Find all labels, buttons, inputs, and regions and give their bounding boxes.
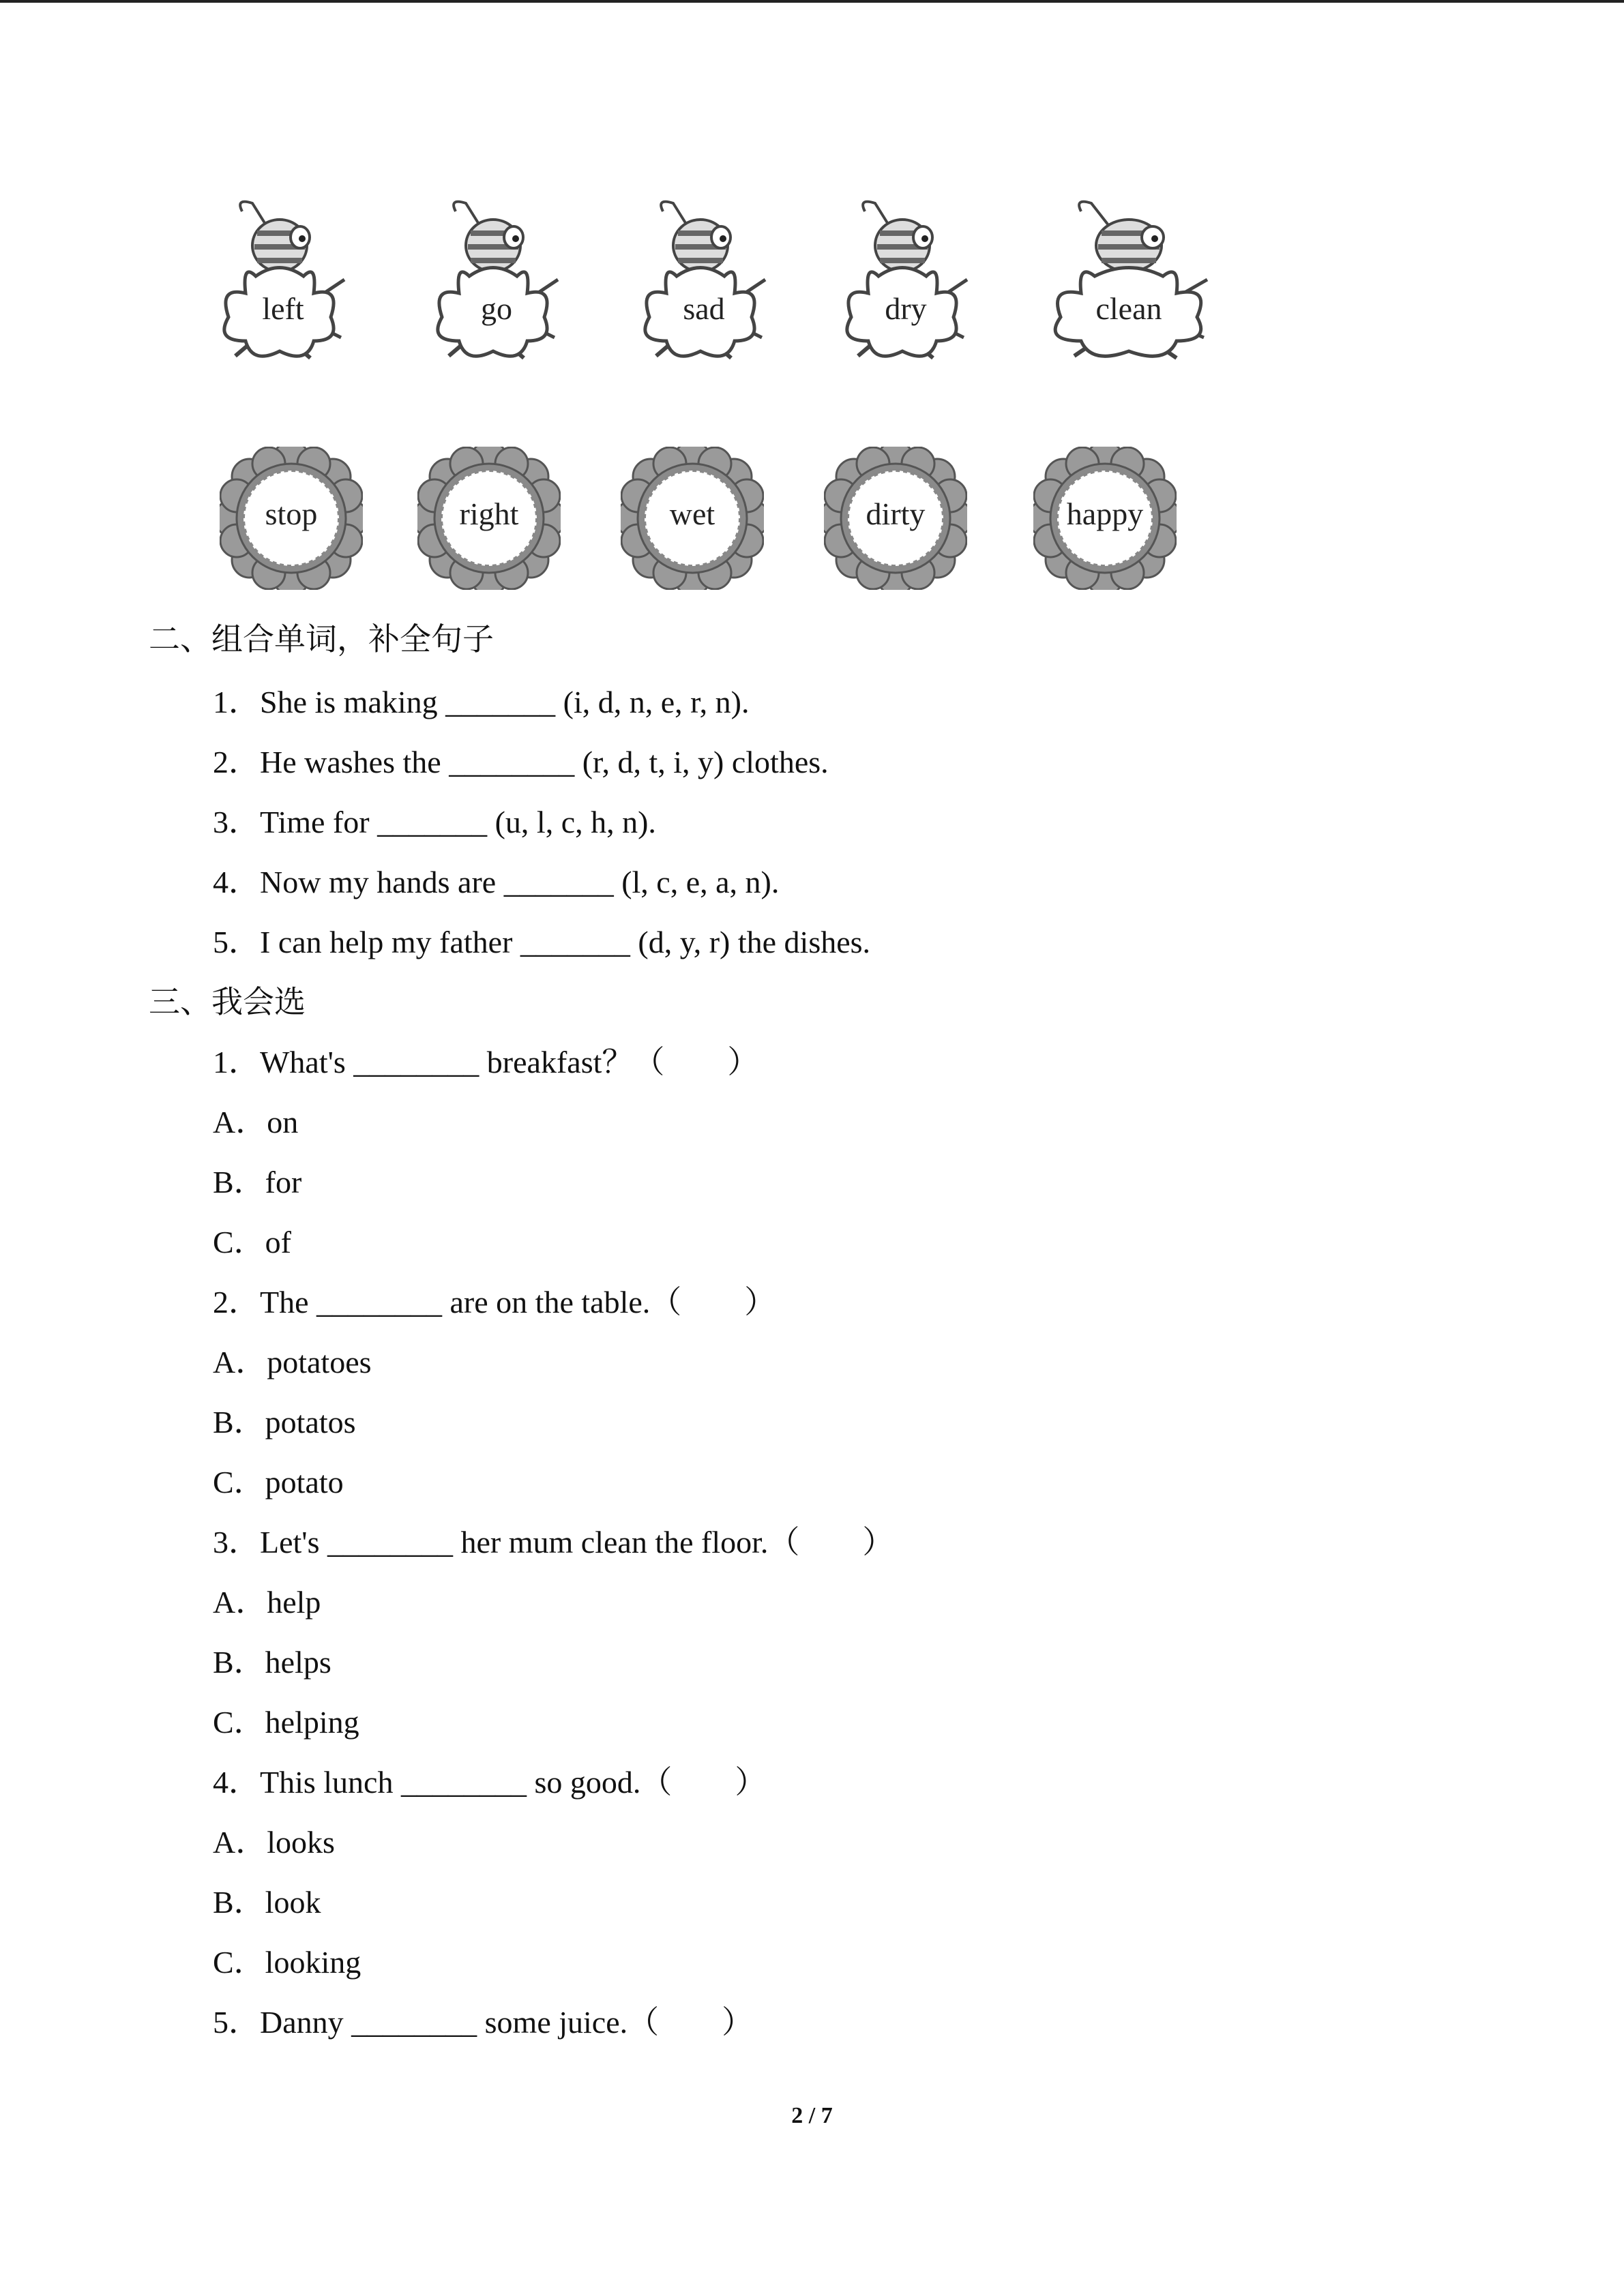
section2-question: 5．I can help my father _______ (d, y, r) the dishes. <box>213 925 871 959</box>
flower-card-wet <box>621 447 764 590</box>
answer-option: C．looking <box>213 1945 361 1980</box>
flower-card-dirty <box>824 447 967 590</box>
answer-option: A．looks <box>213 1825 335 1860</box>
bee-word: clean <box>1095 291 1162 326</box>
section2-question: 4．Now my hands are _______ (l, c, e, a, n). <box>213 865 780 899</box>
section2-question: 2．He washes the ________ (r, d, t, i, y) clothes. <box>213 745 829 779</box>
answer-option: B．look <box>213 1885 321 1920</box>
question-stem: 1．What's ________ breakfast？（ ） <box>213 1045 759 1079</box>
bee-word: sad <box>683 291 725 326</box>
question-stem: 2．The ________ are on the table.（ ） <box>213 1285 776 1320</box>
bee-card-clean <box>1044 198 1214 368</box>
bee-word: left <box>262 291 304 326</box>
bee-card-dry <box>838 198 974 368</box>
answer-option: B．potatos <box>213 1405 356 1440</box>
section3-title: 三、我会选 <box>149 985 306 1019</box>
bee-card-left <box>215 198 351 368</box>
answer-option: A．potatoes <box>213 1345 372 1380</box>
bee-word: dry <box>885 291 927 326</box>
flower-word: wet <box>669 496 715 531</box>
bee-icon <box>428 198 565 368</box>
top-border <box>0 0 1624 3</box>
bee-icon <box>636 198 772 368</box>
question-stem: 4．This lunch ________ so good.（ ） <box>213 1765 767 1800</box>
section2-question: 3．Time for _______ (u, l, c, h, n). <box>213 805 656 839</box>
bee-icon <box>1044 198 1214 368</box>
flower-word: stop <box>265 496 318 531</box>
flower-card-right <box>417 447 561 590</box>
bee-word: go <box>481 291 512 326</box>
answer-option: C．of <box>213 1225 291 1259</box>
answer-option: B．for <box>213 1165 302 1199</box>
flower-card-happy <box>1033 447 1177 590</box>
section2-title: 二、组合单词，补全句子 <box>149 622 494 657</box>
flower-word: happy <box>1066 496 1144 531</box>
bee-icon <box>838 198 974 368</box>
answer-option: B．helps <box>213 1645 331 1680</box>
flower-word: dirty <box>866 496 926 531</box>
bee-card-sad <box>636 198 772 368</box>
section2-question: 1．She is making _______ (i, d, n, e, r, n). <box>213 685 750 719</box>
bee-icon <box>215 198 351 368</box>
page-number: 2 / 7 <box>791 2103 833 2128</box>
flower-word: right <box>459 496 519 531</box>
question-stem: 5．Danny ________ some juice.（ ） <box>213 2005 754 2040</box>
answer-option: C．helping <box>213 1705 359 1740</box>
answer-option: C．potato <box>213 1465 344 1500</box>
answer-option: A．help <box>213 1585 321 1620</box>
bee-card-go <box>428 198 565 368</box>
question-stem: 3．Let's ________ her mum clean the floor.（ ） <box>213 1525 894 1560</box>
answer-option: A．on <box>213 1105 299 1139</box>
flower-card-stop <box>220 447 363 590</box>
